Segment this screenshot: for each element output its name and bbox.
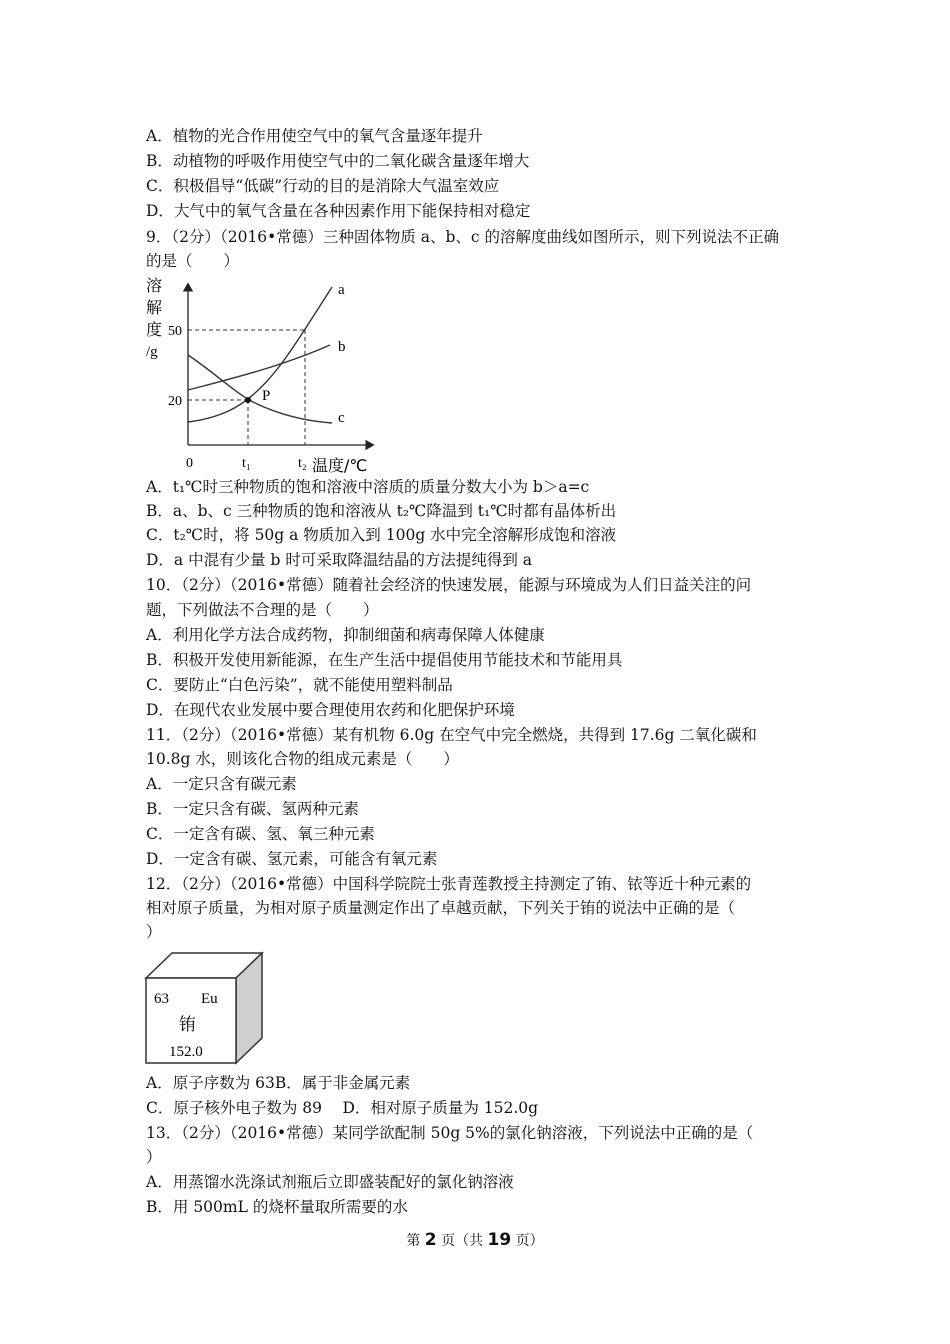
q9-option-a: A．t₁℃时三种物质的饱和溶液中溶质的质量分数大小为 b＞a=c	[146, 478, 590, 496]
q9-stem-line1: 9．（2分）（2016•常德）三种固体物质 a、b、c 的溶解度曲线如图所示，则下列说法不正确	[146, 228, 780, 246]
footer-total-pages: 19	[487, 1230, 512, 1250]
ylabel-char-2: 解	[146, 298, 163, 317]
footer-suffix: 页）	[511, 1233, 544, 1249]
q9-stem-line2: 的是（ ）	[146, 252, 240, 270]
q10-option-a: A．利用化学方法合成药物，抑制细菌和病毒保障人体健康	[146, 626, 545, 644]
q11-option-c: C．一定含有碳、氢、氧三种元素	[146, 825, 375, 843]
footer-mid: 页（共	[436, 1233, 488, 1249]
q8-option-c: C．积极倡导“低碳”行动的目的是消除大气温室效应	[146, 177, 500, 195]
q9-option-c: C．t₂℃时，将 50g a 物质加入到 100g 水中完全溶解形成饱和溶液	[146, 526, 617, 544]
q9-option-d: D．a 中混有少量 b 时可采取降温结晶的方法提纯得到 a	[146, 551, 533, 569]
element-mass: 152.0	[169, 1044, 203, 1060]
page-footer	[0, 1230, 950, 1251]
label-curve-c: c	[338, 410, 345, 426]
x-axis-label: 温度/℃	[312, 456, 368, 475]
tick-y50: 50	[168, 324, 182, 339]
tick-t2: t₂	[298, 456, 307, 471]
q12-options-cd: C．原子核外电子数为 89 D．相对原子质量为 152.0g	[146, 1099, 539, 1117]
curve-b	[188, 345, 330, 390]
q13-option-a: A．用蒸馏水洗涤试剂瓶后立即盛装配好的氯化钠溶液	[146, 1173, 514, 1191]
curve-a	[188, 287, 332, 422]
q8-option-b: B．动植物的呼吸作用使空气中的二氧化碳含量逐年增大	[146, 152, 530, 170]
q11-option-b: B．一定只含有碳、氢两种元素	[146, 800, 359, 818]
q11-option-a: A．一定只含有碳元素	[146, 775, 297, 793]
q8-option-a: A．植物的光合作用使空气中的氧气含量逐年提升	[146, 127, 483, 145]
q13-option-b: B．用 500mL 的烧杯量取所需要的水	[146, 1198, 408, 1216]
q11-stem-line1: 11．（2分）（2016•常德）某有机物 6.0g 在空气中完全燃烧，共得到 17.6g 二氧化碳和	[146, 726, 757, 744]
q10-stem-line2: 题，下列做法不合理的是（ ）	[146, 601, 379, 619]
ylabel-unit: /g	[146, 344, 158, 360]
ylabel-char-3: 度	[146, 320, 163, 339]
tick-origin: 0	[186, 456, 193, 471]
q10-option-c: C．要防止“白色污染”，就不能使用塑料制品	[146, 676, 453, 694]
q10-stem-line1: 10．（2分）（2016•常德）随着社会经济的快速发展，能源与环境成为人们日益关注的问	[146, 576, 752, 594]
q13-stem-line2: ）	[146, 1148, 162, 1166]
q9-option-b: B．a、b、c 三种物质的饱和溶液从 t₂℃降温到 t₁℃时都有晶体析出	[146, 502, 617, 520]
tick-t1: t₁	[242, 456, 251, 471]
q11-stem-line2: 10.8g 水，则该化合物的组成元素是（ ）	[146, 750, 459, 768]
q12-stem-line2: 相对原子质量，为相对原子质量测定作出了卓越贡献，下列关于铕的说法中正确的是（	[146, 899, 736, 917]
label-curve-b: b	[338, 339, 346, 355]
label-point-p: P	[262, 388, 271, 404]
point-p-marker	[245, 397, 251, 403]
q13-stem-line1: 13．（2分）（2016•常德）某同学欲配制 50g 5%的氯化钠溶液，下列说法中正确的是（	[146, 1124, 754, 1142]
q11-option-d: D．一定含有碳、氢元素，可能含有氧元素	[146, 850, 438, 868]
footer-page-number: 2	[424, 1230, 437, 1250]
q10-option-b: B．积极开发使用新能源，在生产生活中提倡使用节能技术和节能用具	[146, 651, 623, 669]
element-symbol: Eu	[201, 991, 218, 1007]
footer-prefix: 第	[406, 1233, 425, 1249]
q12-stem-line3: ）	[146, 923, 162, 941]
solubility-chart	[140, 275, 380, 475]
element-number: 63	[154, 991, 169, 1007]
q12-options-ab: A．原子序数为 63B．属于非金属元素	[146, 1074, 411, 1092]
tick-y20: 20	[168, 394, 182, 409]
ylabel-char-1: 溶	[146, 276, 163, 295]
element-tile	[144, 950, 274, 1070]
element-name: 铕	[179, 1015, 196, 1035]
label-curve-a: a	[338, 282, 345, 298]
q10-option-d: D．在现代农业发展中要合理使用农药和化肥保护环境	[146, 701, 515, 719]
q12-stem-line1: 12．（2分）（2016•常德）中国科学院院士张青莲教授主持测定了铕、铱等近十种元素的	[146, 875, 752, 893]
q8-option-d: D．大气中的氧气含量在各种因素作用下能保持相对稳定	[146, 202, 531, 220]
